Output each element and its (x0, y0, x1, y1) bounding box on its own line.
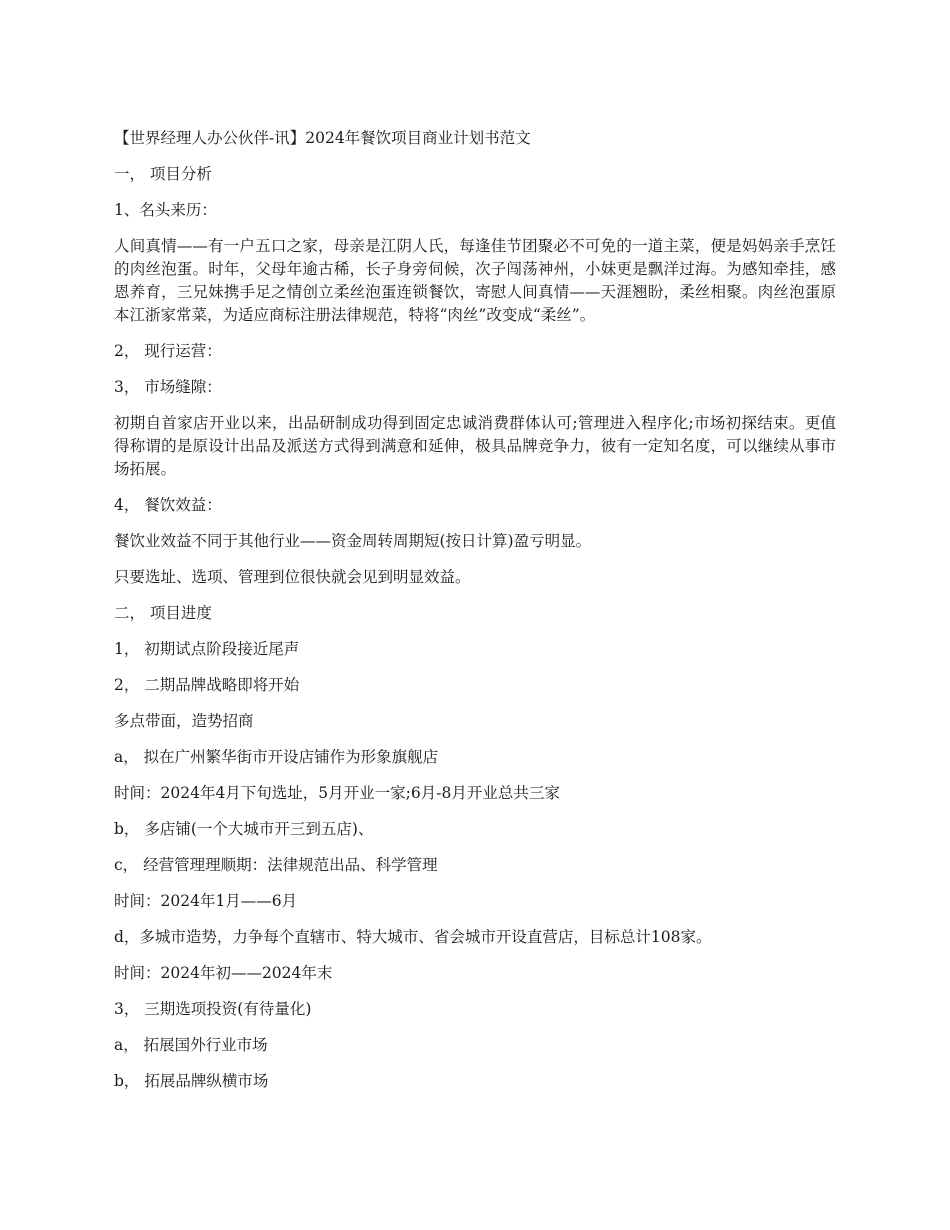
text-line: 1， 初期试点阶段接近尾声 (114, 640, 300, 658)
section-heading-analysis: 一， 项目分析 (114, 165, 212, 183)
text-line: 3， 三期选项投资(有待量化) (114, 1000, 312, 1018)
paragraph-market: 初期自首家店开业以来，出品研制成功得到固定忠诚消费群体认可;管理进入程序化;市场初探结束。更值得称谓的是原设计出品及派送方式得到满意和延伸，极具品牌竞争力，彼有一定知名度，可以继续从事市场拓展。 (114, 414, 836, 478)
text-line: 时间：2024年1月——6月 (114, 892, 298, 910)
subheading-name-origin: 1、名头来历： (114, 201, 217, 219)
text-line: c， 经营管理理顺期：法律规范出品、科学管理 (114, 856, 438, 874)
text-line: b， 拓展品牌纵横市场 (114, 1072, 269, 1090)
text-line: 只要选址、选项、管理到位很快就会见到明显效益。 (114, 568, 471, 586)
subheading-benefit: 4， 餐饮效益： (114, 496, 222, 514)
section-heading-progress: 二， 项目进度 (114, 604, 212, 622)
text-line: 2， 二期品牌战略即将开始 (114, 676, 300, 694)
text-line: 时间：2024年4月下旬选址，5月开业一家;6月-8月开业总共三家 (114, 784, 560, 802)
text-line: b， 多店铺(一个大城市开三到五店)、 (114, 820, 374, 838)
text-line: a， 拟在广州繁华街市开设店铺作为形象旗舰店 (114, 748, 439, 766)
text-line: a， 拓展国外行业市场 (114, 1036, 268, 1054)
subheading-market-gap: 3， 市场缝隙： (114, 378, 222, 396)
paragraph-story: 人间真情——有一户五口之家，母亲是江阴人氏，每逢佳节团聚必不可免的一道主菜，便是妈妈亲手烹饪的肉丝泡蛋。时年，父母年逾古稀，长子身旁伺候，次子闯荡神州，小妹更是飘洋过海。为感知牵挂，感恩养育，三兄妹携手足之情创立柔丝泡蛋连锁餐饮，寄慰人间真情——天涯翘盼，柔丝相聚。肉丝泡蛋原本江浙家常菜，为适应商标注册法律规范，特将“肉丝”改变成“柔丝”。 (114, 237, 836, 324)
text-line: 多点带面，造势招商 (114, 712, 254, 730)
text-line: d，多城市造势，力争每个直辖市、特大城市、省会城市开设直营店，目标总计108家。 (114, 928, 712, 946)
text-line: 餐饮业效益不同于其他行业——资金周转周期短(按日计算)盈亏明显。 (114, 532, 592, 550)
document-body (114, 127, 836, 1106)
text-line: 时间：2024年初——2024年末 (114, 964, 333, 982)
subheading-operation: 2， 现行运营： (114, 342, 222, 360)
document-title: 【世界经理人办公伙伴-讯】2024年餐饮项目商业计划书范文 (114, 129, 531, 147)
